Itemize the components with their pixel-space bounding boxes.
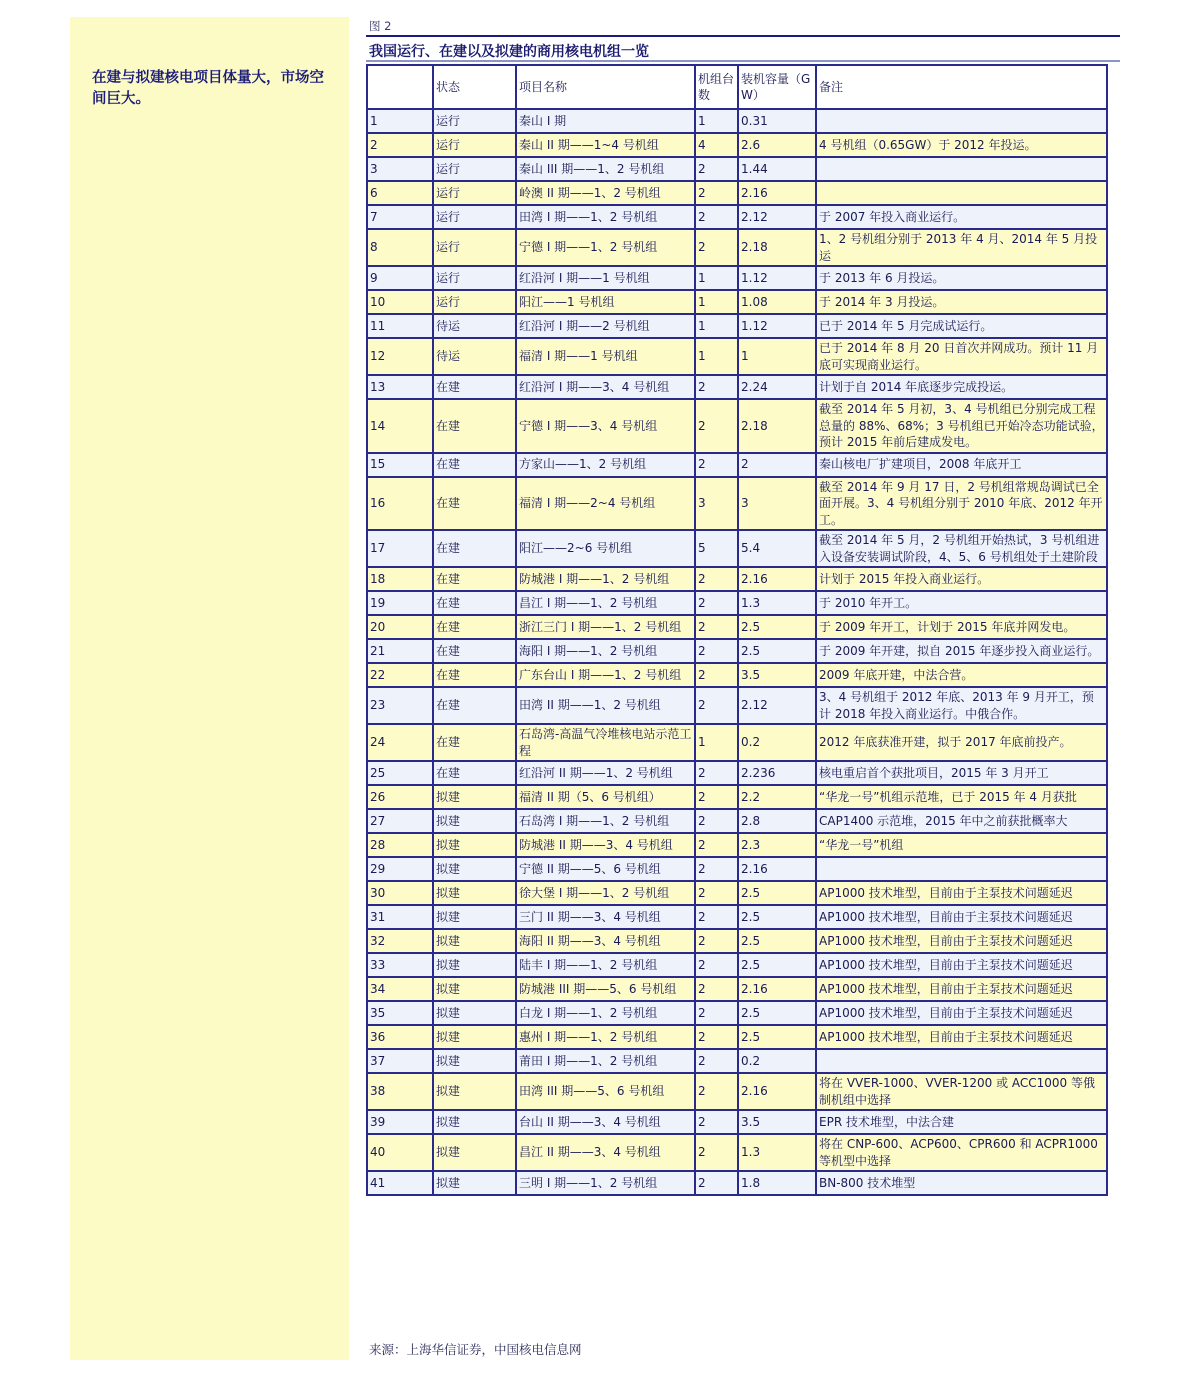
table-row — [367, 1001, 1107, 1025]
cell-capacity: 1.8 — [738, 1171, 816, 1195]
cell-status: 拟建 — [433, 1025, 516, 1049]
cell-index: 40 — [367, 1134, 433, 1171]
cell-index: 32 — [367, 929, 433, 953]
cell-status: 拟建 — [433, 857, 516, 881]
cell-status: 在建 — [433, 761, 516, 785]
cell-capacity: 2.16 — [738, 977, 816, 1001]
table-row — [367, 266, 1107, 290]
cell-remarks: BN-800 技术堆型 — [816, 1171, 1107, 1195]
cell-status: 拟建 — [433, 905, 516, 929]
cell-project-name: 海阳 II 期——3、4 号机组 — [516, 929, 695, 953]
cell-status: 在建 — [433, 567, 516, 591]
sidebar-summary: 在建与拟建核电项目体量大，市场空间巨大。 — [92, 70, 324, 107]
cell-remarks — [816, 181, 1107, 205]
table-row — [367, 591, 1107, 615]
cell-capacity: 2.16 — [738, 567, 816, 591]
cell-project-name: 红沿河 I 期——1 号机组 — [516, 266, 695, 290]
source-note: 来源：上海华信证券，中国核电信息网 — [369, 1342, 582, 1357]
cell-index: 12 — [367, 338, 433, 375]
cell-index: 27 — [367, 809, 433, 833]
cell-index: 41 — [367, 1171, 433, 1195]
cell-unit-count: 2 — [695, 663, 738, 687]
cell-unit-count: 2 — [695, 977, 738, 1001]
cell-capacity: 3.5 — [738, 1110, 816, 1134]
cell-remarks: 于 2014 年 3 月投运。 — [816, 290, 1107, 314]
cell-capacity: 1 — [738, 338, 816, 375]
cell-status: 在建 — [433, 453, 516, 477]
cell-status: 运行 — [433, 290, 516, 314]
cell-project-name: 防城港 III 期——5、6 号机组 — [516, 977, 695, 1001]
cell-capacity: 2.5 — [738, 1025, 816, 1049]
cell-capacity: 2 — [738, 453, 816, 477]
cell-index: 8 — [367, 229, 433, 266]
cell-unit-count: 2 — [695, 881, 738, 905]
cell-remarks: 将在 VVER-1000、VVER-1200 或 ACC1000 等俄制机组中选择 — [816, 1073, 1107, 1110]
cell-unit-count: 2 — [695, 181, 738, 205]
cell-project-name: 石岛湾 I 期——1、2 号机组 — [516, 809, 695, 833]
cell-unit-count: 2 — [695, 567, 738, 591]
table-row — [367, 761, 1107, 785]
cell-unit-count: 1 — [695, 724, 738, 761]
cell-unit-count: 1 — [695, 338, 738, 375]
cell-project-name: 广东台山 I 期——1、2 号机组 — [516, 663, 695, 687]
cell-project-name: 防城港 I 期——1、2 号机组 — [516, 567, 695, 591]
cell-unit-count: 2 — [695, 785, 738, 809]
table-row — [367, 1171, 1107, 1195]
cell-project-name: 田湾 II 期——1、2 号机组 — [516, 687, 695, 724]
cell-project-name: 三明 I 期——1、2 号机组 — [516, 1171, 695, 1195]
table-body — [367, 109, 1107, 1195]
table-row — [367, 905, 1107, 929]
cell-remarks: 已于 2014 年 5 月完成试运行。 — [816, 314, 1107, 338]
cell-unit-count: 2 — [695, 857, 738, 881]
cell-capacity: 1.3 — [738, 591, 816, 615]
cell-unit-count: 2 — [695, 639, 738, 663]
cell-index: 19 — [367, 591, 433, 615]
cell-project-name: 宁德 I 期——3、4 号机组 — [516, 399, 695, 453]
cell-capacity: 1.12 — [738, 266, 816, 290]
cell-capacity: 3 — [738, 477, 816, 531]
cell-capacity: 2.5 — [738, 905, 816, 929]
cell-index: 17 — [367, 530, 433, 567]
cell-index: 9 — [367, 266, 433, 290]
cell-status: 在建 — [433, 724, 516, 761]
cell-status: 拟建 — [433, 1049, 516, 1073]
table-row — [367, 109, 1107, 133]
cell-status: 运行 — [433, 157, 516, 181]
cell-unit-count: 5 — [695, 530, 738, 567]
cell-project-name: 阳江——1 号机组 — [516, 290, 695, 314]
cell-project-name: 白龙 I 期——1、2 号机组 — [516, 1001, 695, 1025]
cell-index: 34 — [367, 977, 433, 1001]
table-row — [367, 663, 1107, 687]
cell-remarks: 将在 CNP-600、ACP600、CPR600 和 ACPR1000 等机型中选择 — [816, 1134, 1107, 1171]
cell-remarks: 截至 2014 年 5 月，2 号机组开始热试，3 号机组进入设备安装调试阶段，4、5、6 号机组处于土建阶段 — [816, 530, 1107, 567]
cell-status: 拟建 — [433, 977, 516, 1001]
cell-unit-count: 1 — [695, 109, 738, 133]
cell-unit-count: 2 — [695, 1025, 738, 1049]
cell-index: 25 — [367, 761, 433, 785]
cell-index: 39 — [367, 1110, 433, 1134]
table-row — [367, 453, 1107, 477]
cell-capacity: 0.31 — [738, 109, 816, 133]
cell-capacity: 2.16 — [738, 1073, 816, 1110]
cell-capacity: 2.5 — [738, 953, 816, 977]
cell-capacity: 2.3 — [738, 833, 816, 857]
cell-index: 15 — [367, 453, 433, 477]
cell-capacity: 1.08 — [738, 290, 816, 314]
cell-index: 30 — [367, 881, 433, 905]
cell-project-name: 阳江——2~6 号机组 — [516, 530, 695, 567]
cell-remarks: 4 号机组（0.65GW）于 2012 年投运。 — [816, 133, 1107, 157]
cell-project-name: 徐大堡 I 期——1、2 号机组 — [516, 881, 695, 905]
cell-unit-count: 2 — [695, 1134, 738, 1171]
cell-remarks: “华龙一号”机组 — [816, 833, 1107, 857]
cell-index: 14 — [367, 399, 433, 453]
cell-remarks: 于 2009 年开工，计划于 2015 年底并网发电。 — [816, 615, 1107, 639]
table-row — [367, 314, 1107, 338]
cell-status: 拟建 — [433, 953, 516, 977]
cell-project-name: 秦山 III 期——1、2 号机组 — [516, 157, 695, 181]
cell-status: 运行 — [433, 205, 516, 229]
cell-capacity: 2.18 — [738, 229, 816, 266]
cell-capacity: 2.8 — [738, 809, 816, 833]
cell-project-name: 福清 I 期——2~4 号机组 — [516, 477, 695, 531]
table-row — [367, 724, 1107, 761]
cell-status: 运行 — [433, 109, 516, 133]
cell-capacity: 2.6 — [738, 133, 816, 157]
nuclear-units-table — [366, 64, 1108, 1196]
header-unit-count: 机组台数 — [695, 65, 738, 109]
cell-capacity: 5.4 — [738, 530, 816, 567]
cell-project-name: 台山 II 期——3、4 号机组 — [516, 1110, 695, 1134]
cell-remarks: 2012 年底获准开建，拟于 2017 年底前投产。 — [816, 724, 1107, 761]
cell-project-name: 莆田 I 期——1、2 号机组 — [516, 1049, 695, 1073]
cell-remarks: 截至 2014 年 5 月初，3、4 号机组已分别完成工程总量的 88%、68%；3 号机组已开始冷态功能试验，预计 2015 年前后建成发电。 — [816, 399, 1107, 453]
table-row — [367, 181, 1107, 205]
cell-index: 3 — [367, 157, 433, 181]
table-row — [367, 567, 1107, 591]
cell-remarks: EPR 技术堆型，中法合建 — [816, 1110, 1107, 1134]
cell-index: 37 — [367, 1049, 433, 1073]
table-row — [367, 615, 1107, 639]
cell-unit-count: 2 — [695, 1171, 738, 1195]
cell-index: 26 — [367, 785, 433, 809]
cell-status: 运行 — [433, 266, 516, 290]
cell-project-name: 福清 I 期——1 号机组 — [516, 338, 695, 375]
table-row — [367, 477, 1107, 531]
table-row — [367, 133, 1107, 157]
cell-project-name: 红沿河 I 期——3、4 号机组 — [516, 375, 695, 399]
cell-remarks: 1、2 号机组分别于 2013 年 4 月、2014 年 5 月投运 — [816, 229, 1107, 266]
cell-status: 拟建 — [433, 1110, 516, 1134]
cell-status: 运行 — [433, 181, 516, 205]
cell-project-name: 宁德 I 期——1、2 号机组 — [516, 229, 695, 266]
cell-status: 待运 — [433, 314, 516, 338]
cell-index: 20 — [367, 615, 433, 639]
cell-remarks: AP1000 技术堆型，目前由于主泵技术问题延迟 — [816, 1025, 1107, 1049]
header-status: 状态 — [433, 65, 516, 109]
cell-index: 38 — [367, 1073, 433, 1110]
cell-project-name: 方家山——1、2 号机组 — [516, 453, 695, 477]
cell-project-name: 惠州 I 期——1、2 号机组 — [516, 1025, 695, 1049]
table-row — [367, 1025, 1107, 1049]
cell-status: 拟建 — [433, 809, 516, 833]
nuclear-units-table-container — [366, 64, 1106, 1196]
cell-unit-count: 2 — [695, 687, 738, 724]
cell-index: 18 — [367, 567, 433, 591]
cell-unit-count: 1 — [695, 290, 738, 314]
cell-index: 11 — [367, 314, 433, 338]
cell-unit-count: 2 — [695, 761, 738, 785]
table-row — [367, 687, 1107, 724]
cell-unit-count: 2 — [695, 375, 738, 399]
cell-capacity: 2.24 — [738, 375, 816, 399]
cell-capacity: 2.18 — [738, 399, 816, 453]
cell-unit-count: 1 — [695, 266, 738, 290]
table-row — [367, 929, 1107, 953]
cell-capacity: 2.16 — [738, 857, 816, 881]
cell-status: 拟建 — [433, 929, 516, 953]
cell-index: 6 — [367, 181, 433, 205]
cell-status: 在建 — [433, 477, 516, 531]
cell-capacity: 2.5 — [738, 615, 816, 639]
cell-capacity: 0.2 — [738, 724, 816, 761]
table-row — [367, 1049, 1107, 1073]
cell-project-name: 红沿河 I 期——2 号机组 — [516, 314, 695, 338]
cell-remarks: AP1000 技术堆型，目前由于主泵技术问题延迟 — [816, 881, 1107, 905]
cell-index: 31 — [367, 905, 433, 929]
cell-capacity: 2.5 — [738, 881, 816, 905]
cell-capacity: 2.16 — [738, 181, 816, 205]
cell-project-name: 海阳 I 期——1、2 号机组 — [516, 639, 695, 663]
cell-unit-count: 2 — [695, 1049, 738, 1073]
cell-project-name: 浙江三门 I 期——1、2 号机组 — [516, 615, 695, 639]
figure-title: 我国运行、在建以及拟建的商用核电机组一览 — [369, 44, 649, 60]
cell-remarks: 于 2010 年开工。 — [816, 591, 1107, 615]
cell-remarks — [816, 157, 1107, 181]
table-row — [367, 639, 1107, 663]
cell-status: 在建 — [433, 399, 516, 453]
header-remarks: 备注 — [816, 65, 1107, 109]
cell-remarks: 秦山核电厂扩建项目，2008 年底开工 — [816, 453, 1107, 477]
cell-unit-count: 2 — [695, 929, 738, 953]
cell-remarks: 计划于 2015 年投入商业运行。 — [816, 567, 1107, 591]
table-row — [367, 530, 1107, 567]
cell-unit-count: 2 — [695, 953, 738, 977]
cell-status: 拟建 — [433, 1073, 516, 1110]
cell-remarks: 于 2009 年开建，拟自 2015 年逐步投入商业运行。 — [816, 639, 1107, 663]
cell-remarks: 2009 年底开建，中法合营。 — [816, 663, 1107, 687]
cell-project-name: 田湾 I 期——1、2 号机组 — [516, 205, 695, 229]
cell-status: 在建 — [433, 663, 516, 687]
cell-remarks: 于 2013 年 6 月投运。 — [816, 266, 1107, 290]
table-row — [367, 857, 1107, 881]
cell-remarks — [816, 857, 1107, 881]
cell-status: 在建 — [433, 687, 516, 724]
cell-capacity: 2.12 — [738, 205, 816, 229]
cell-unit-count: 3 — [695, 477, 738, 531]
table-row — [367, 1073, 1107, 1110]
cell-project-name: 红沿河 II 期——1、2 号机组 — [516, 761, 695, 785]
cell-remarks: AP1000 技术堆型，目前由于主泵技术问题延迟 — [816, 905, 1107, 929]
cell-unit-count: 1 — [695, 314, 738, 338]
table-row — [367, 881, 1107, 905]
cell-status: 在建 — [433, 639, 516, 663]
cell-remarks: AP1000 技术堆型，目前由于主泵技术问题延迟 — [816, 977, 1107, 1001]
table-row — [367, 229, 1107, 266]
cell-index: 13 — [367, 375, 433, 399]
cell-remarks: AP1000 技术堆型，目前由于主泵技术问题延迟 — [816, 1001, 1107, 1025]
cell-project-name: 昌江 II 期——3、4 号机组 — [516, 1134, 695, 1171]
cell-unit-count: 2 — [695, 453, 738, 477]
cell-project-name: 岭澳 II 期——1、2 号机组 — [516, 181, 695, 205]
cell-remarks: “华龙一号”机组示范堆，已于 2015 年 4 月获批 — [816, 785, 1107, 809]
table-row — [367, 157, 1107, 181]
table-row — [367, 785, 1107, 809]
cell-capacity: 2.5 — [738, 929, 816, 953]
cell-status: 在建 — [433, 375, 516, 399]
cell-index: 21 — [367, 639, 433, 663]
cell-unit-count: 2 — [695, 1073, 738, 1110]
cell-index: 2 — [367, 133, 433, 157]
cell-unit-count: 2 — [695, 809, 738, 833]
header-capacity: 装机容量（GW） — [738, 65, 816, 109]
table-row — [367, 953, 1107, 977]
table-header-row — [367, 65, 1107, 109]
cell-index: 33 — [367, 953, 433, 977]
cell-project-name: 石岛湾-高温气冷堆核电站示范工程 — [516, 724, 695, 761]
header-index — [367, 65, 433, 109]
cell-remarks: 截至 2014 年 9 月 17 日，2 号机组常规岛调试已全面开展。3、4 号机组分别于 2010 年底、2012 年开工。 — [816, 477, 1107, 531]
table-row — [367, 1110, 1107, 1134]
cell-remarks — [816, 109, 1107, 133]
cell-status: 运行 — [433, 133, 516, 157]
cell-project-name: 陆丰 I 期——1、2 号机组 — [516, 953, 695, 977]
cell-status: 在建 — [433, 615, 516, 639]
cell-status: 拟建 — [433, 785, 516, 809]
cell-project-name: 秦山 I 期 — [516, 109, 695, 133]
cell-project-name: 宁德 II 期——5、6 号机组 — [516, 857, 695, 881]
cell-capacity: 1.44 — [738, 157, 816, 181]
table-row — [367, 399, 1107, 453]
cell-unit-count: 2 — [695, 591, 738, 615]
cell-capacity: 2.2 — [738, 785, 816, 809]
cell-index: 35 — [367, 1001, 433, 1025]
table-row — [367, 1134, 1107, 1171]
cell-index: 29 — [367, 857, 433, 881]
cell-status: 在建 — [433, 530, 516, 567]
cell-remarks: AP1000 技术堆型，目前由于主泵技术问题延迟 — [816, 953, 1107, 977]
cell-project-name: 秦山 II 期——1~4 号机组 — [516, 133, 695, 157]
cell-index: 23 — [367, 687, 433, 724]
cell-index: 36 — [367, 1025, 433, 1049]
cell-remarks: 3、4 号机组于 2012 年底、2013 年 9 月开工，预计 2018 年投入商业运行。中俄合作。 — [816, 687, 1107, 724]
cell-project-name: 防城港 II 期——3、4 号机组 — [516, 833, 695, 857]
cell-project-name: 昌江 I 期——1、2 号机组 — [516, 591, 695, 615]
cell-status: 拟建 — [433, 1001, 516, 1025]
cell-unit-count: 2 — [695, 205, 738, 229]
cell-unit-count: 2 — [695, 229, 738, 266]
cell-unit-count: 2 — [695, 615, 738, 639]
table-row — [367, 809, 1107, 833]
cell-remarks: 于 2007 年投入商业运行。 — [816, 205, 1107, 229]
header-project-name: 项目名称 — [516, 65, 695, 109]
cell-capacity: 3.5 — [738, 663, 816, 687]
cell-status: 拟建 — [433, 833, 516, 857]
cell-index: 16 — [367, 477, 433, 531]
figure-label: 图 2 — [369, 19, 392, 33]
cell-index: 7 — [367, 205, 433, 229]
cell-project-name: 福清 II 期（5、6 号机组） — [516, 785, 695, 809]
cell-status: 拟建 — [433, 1171, 516, 1195]
cell-status: 在建 — [433, 591, 516, 615]
table-row — [367, 205, 1107, 229]
cell-unit-count: 2 — [695, 905, 738, 929]
cell-capacity: 2.5 — [738, 1001, 816, 1025]
cell-remarks: AP1000 技术堆型，目前由于主泵技术问题延迟 — [816, 929, 1107, 953]
cell-unit-count: 2 — [695, 157, 738, 181]
cell-index: 10 — [367, 290, 433, 314]
table-row — [367, 375, 1107, 399]
cell-unit-count: 2 — [695, 399, 738, 453]
cell-status: 待运 — [433, 338, 516, 375]
cell-unit-count: 2 — [695, 833, 738, 857]
cell-unit-count: 2 — [695, 1110, 738, 1134]
cell-capacity: 0.2 — [738, 1049, 816, 1073]
cell-project-name: 田湾 III 期——5、6 号机组 — [516, 1073, 695, 1110]
sidebar-panel — [70, 17, 349, 1360]
cell-capacity: 2.5 — [738, 639, 816, 663]
cell-status: 拟建 — [433, 1134, 516, 1171]
cell-capacity: 1.12 — [738, 314, 816, 338]
cell-remarks: CAP1400 示范堆，2015 年中之前获批概率大 — [816, 809, 1107, 833]
cell-remarks: 已于 2014 年 8 月 20 日首次并网成功。预计 11 月底可实现商业运行。 — [816, 338, 1107, 375]
cell-status: 拟建 — [433, 881, 516, 905]
cell-status: 运行 — [433, 229, 516, 266]
table-row — [367, 833, 1107, 857]
cell-remarks: 核电重启首个获批项目，2015 年 3 月开工 — [816, 761, 1107, 785]
cell-remarks: 计划于自 2014 年底逐步完成投运。 — [816, 375, 1107, 399]
table-row — [367, 977, 1107, 1001]
cell-remarks — [816, 1049, 1107, 1073]
cell-index: 1 — [367, 109, 433, 133]
table-row — [367, 290, 1107, 314]
cell-index: 28 — [367, 833, 433, 857]
cell-index: 22 — [367, 663, 433, 687]
cell-project-name: 三门 II 期——3、4 号机组 — [516, 905, 695, 929]
cell-unit-count: 4 — [695, 133, 738, 157]
cell-unit-count: 2 — [695, 1001, 738, 1025]
cell-capacity: 1.3 — [738, 1134, 816, 1171]
title-rule-top — [366, 35, 1120, 37]
table-row — [367, 338, 1107, 375]
cell-index: 24 — [367, 724, 433, 761]
cell-capacity: 2.12 — [738, 687, 816, 724]
cell-capacity: 2.236 — [738, 761, 816, 785]
title-rule-bottom — [366, 60, 1120, 62]
